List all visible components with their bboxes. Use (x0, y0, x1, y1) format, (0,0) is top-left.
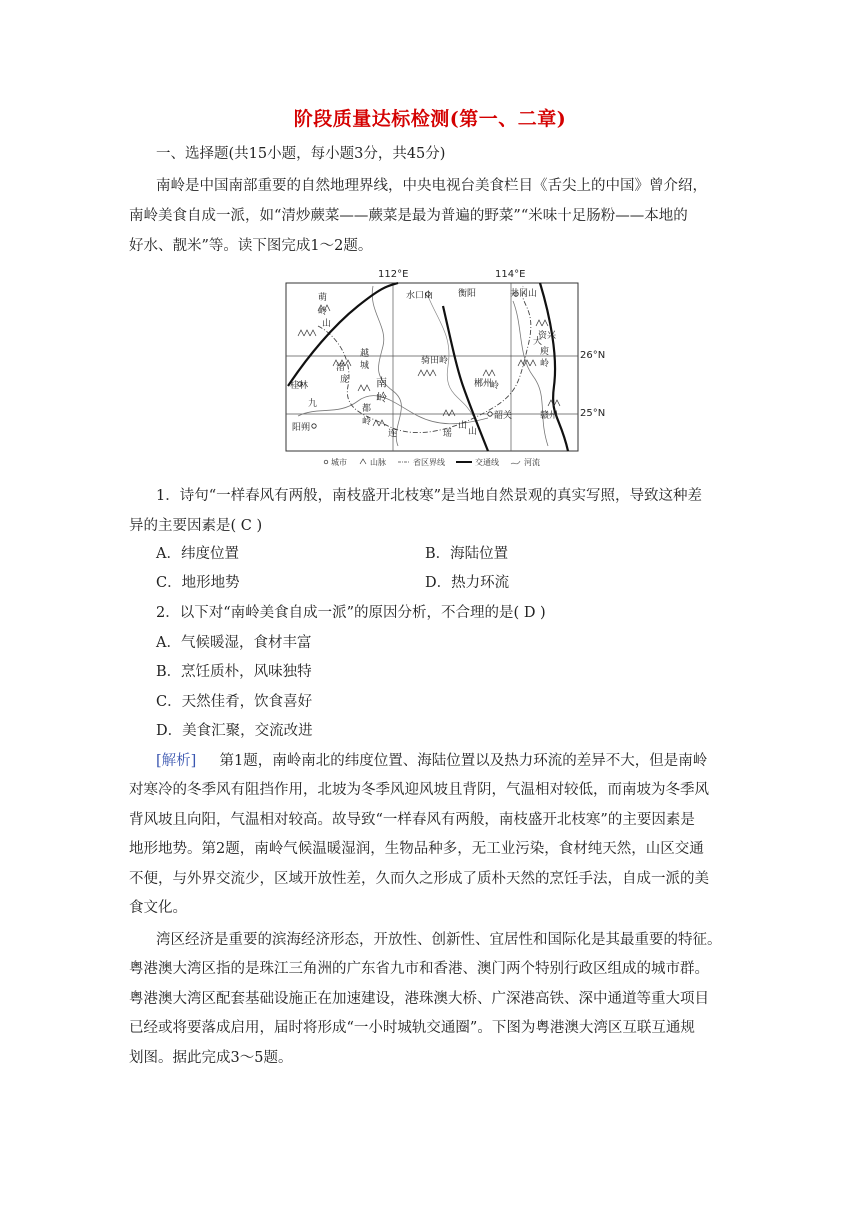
passage1-line: 南岭美食自成一派，如“清炒蕨菜——蕨菜是最为普遍的野菜”“米味十足肠粉——本地的 (129, 208, 688, 224)
place-label: 阳朔 (292, 423, 311, 433)
q2-stem: 2．以下对“南岭美食自成一派”的原因分析，不合理的是( D ) (156, 605, 546, 621)
analysis-line: 背风坡且向阳，气温相对较高。故导致“一样春风有两般，南枝盛开北枝寒”的主要因素是 (129, 812, 695, 828)
place-label: 岭 (362, 417, 372, 427)
q2-option-c: C．天然佳肴，饮食喜好 (156, 694, 313, 710)
place-label: 岭 (376, 391, 387, 404)
q1-stem-line: 1．诗句“一样春风有两般，南枝盛开北枝寒”是当地自然景观的真实写照，导致这种差 (156, 488, 703, 504)
q2-option-b: B．烹饪质朴，风味独特 (156, 664, 312, 680)
q1-option-b: B．海陆位置 (425, 546, 509, 562)
analysis-line: 地形地势。第2题，南岭气候温暖湿润，生物品种多，无工业污染，食材纯天然，山区交通 (129, 841, 704, 857)
place-label: 南 (376, 376, 387, 389)
place-label: 越 (360, 349, 370, 359)
place-label: 瑶 (443, 429, 453, 439)
passage2-line: 粤港澳大湾区配套基础设施正在加速建设，港珠澳大桥、广深港高铁、深中通道等重大项目 (129, 991, 709, 1007)
q1-option-a: A．纬度位置 (156, 546, 239, 562)
analysis-line: 不便，与外界交流少，区域开放性差，久而久之形成了质朴天然的烹饪手法，自成一派的美 (129, 871, 709, 887)
lon-label-114: 114°E (495, 269, 526, 280)
place-label: 庾 (540, 347, 550, 357)
place-label: 都 (362, 404, 372, 414)
river (372, 286, 401, 446)
place-label: 岭 (540, 359, 550, 369)
place-label: 城 (360, 361, 370, 371)
passage2-line: 粤港澳大湾区指的是珠江三角洲的广东省九市和香港、澳门两个特别行政区组成的城市群。 (129, 961, 709, 977)
place-label: 渚 (336, 363, 346, 373)
legend-mountain: 山脉 (370, 458, 386, 467)
lat-label-25: 25°N (580, 408, 606, 419)
analysis-line: 对寒冷的冬季风有阻挡作用，北坡为冬季风迎风坡且背阴，气温相对较低，而南坡为冬季风 (129, 782, 709, 798)
place-label: 连 (388, 429, 398, 439)
q2-option-d: D．美食汇聚，交流改进 (156, 723, 313, 739)
passage2-line: 湾区经济是重要的滨海经济形态，开放性、创新性、宜居性和国际化是其最重要的特征。 (156, 932, 722, 948)
place-label: 骑田岭 (421, 356, 449, 366)
place-label: 萌 (318, 293, 328, 303)
page-title: 阶段质量达标检测(第一、二章) (293, 108, 567, 130)
place-label: 岭 (318, 307, 328, 317)
place-label: 韶关 (494, 411, 513, 421)
place-label: 井冈山 (510, 289, 538, 299)
place-label: 岭 (490, 381, 500, 391)
city-points (298, 292, 518, 428)
lat-label-26: 26°N (580, 350, 606, 361)
nanling-map (278, 266, 606, 470)
lon-label-112: 112°E (378, 269, 409, 280)
q1-option-c: C．地形地势 (156, 575, 240, 591)
passage2-line: 划图。据此完成3～5题。 (129, 1050, 293, 1066)
q2-option-a: A．气候暖湿，食材丰富 (156, 635, 312, 651)
place-label: 大 (533, 337, 543, 347)
place-label: 桂林 (290, 381, 309, 391)
q1-stem-line: 异的主要因素是( C ) (129, 518, 263, 534)
place-label: 赣州 (540, 411, 559, 421)
map-frame (286, 283, 578, 451)
place-label: 庞 (340, 375, 350, 385)
passage2-line: 已经或将要落成启用，届时将形成“一小时城轨交通圈”。下图为粤港澳大湾区互联互通规 (129, 1020, 695, 1036)
legend-traffic: 交通线 (475, 458, 499, 467)
analysis-tag: [解析] (156, 753, 197, 769)
place-label: 资兴 (538, 331, 557, 341)
place-label: 山 (322, 319, 332, 329)
q1-option-d: D．热力环流 (425, 575, 510, 591)
place-label: 山 (458, 421, 468, 431)
place-label: 九 (308, 399, 318, 409)
legend-boundary: 省区界线 (413, 458, 445, 467)
passage1-line: 好水、靓米”等。读下图完成1～2题。 (129, 238, 373, 254)
map-legend (324, 457, 540, 467)
passage1-line: 南岭是中国南部重要的自然地理界线，中央电视台美食栏目《舌尖上的中国》曾介绍， (156, 178, 707, 194)
place-label: 郴州 (474, 379, 493, 389)
analysis-line: 第1题，南岭南北的纬度位置、海陆位置以及热力环流的差异不大，但是南岭 (219, 753, 708, 769)
place-label: 水口山 (406, 291, 434, 301)
analysis-first-line (156, 751, 716, 771)
place-label: 山 (468, 427, 478, 437)
analysis-line: 食文化。 (129, 900, 187, 916)
place-label: 衡阳 (458, 289, 477, 299)
legend-city: 城市 (331, 458, 347, 467)
legend-river: 河流 (524, 458, 540, 467)
section-heading: 一、选择题(共15小题，每小题3分，共45分) (156, 146, 446, 162)
